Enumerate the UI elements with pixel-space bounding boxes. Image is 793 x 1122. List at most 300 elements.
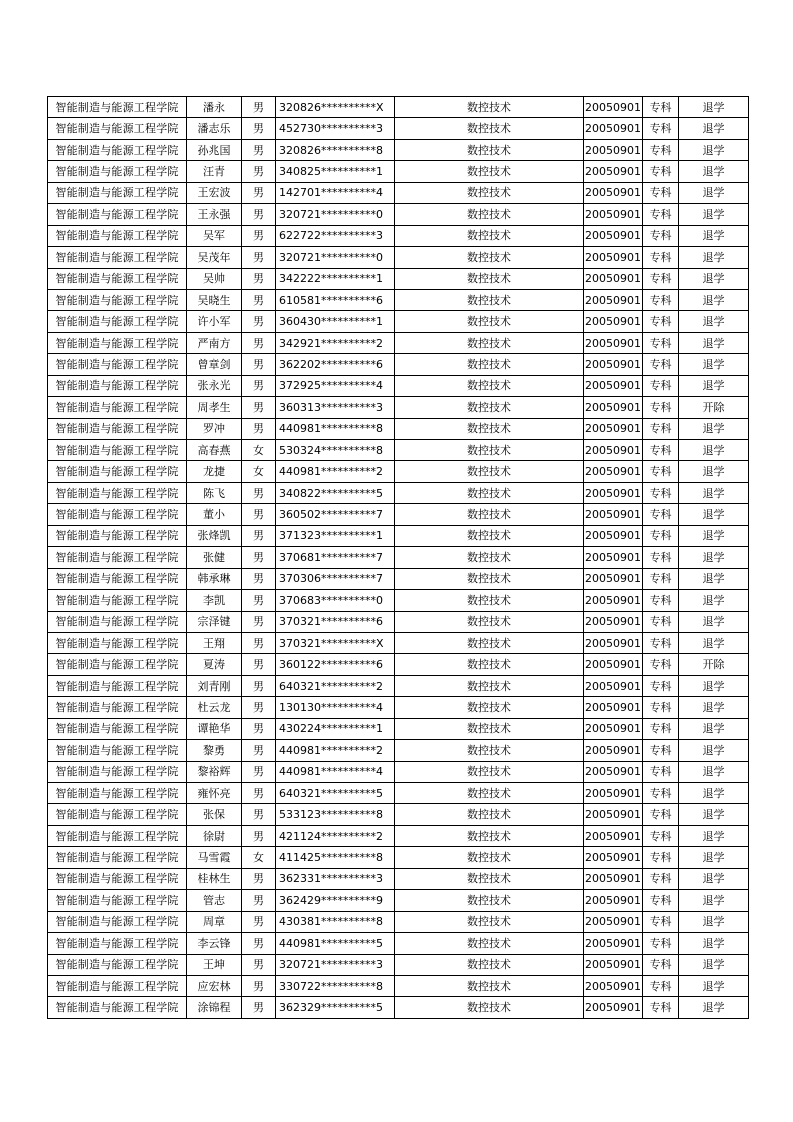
id-number-cell: 440981**********8 [276, 418, 395, 439]
education-level-cell: 专科 [643, 461, 679, 482]
status-cell: 退学 [679, 718, 749, 739]
enrollment-date-cell: 20050901 [584, 332, 643, 353]
status-cell: 开除 [679, 654, 749, 675]
table-row [48, 161, 749, 182]
gender-cell: 男 [242, 418, 276, 439]
enrollment-date-cell: 20050901 [584, 868, 643, 889]
student-name-cell: 刘青刚 [187, 675, 242, 696]
major-cell: 数控技术 [395, 332, 584, 353]
major-cell: 数控技术 [395, 311, 584, 332]
id-number-cell: 622722**********3 [276, 225, 395, 246]
id-number-cell: 362202**********6 [276, 354, 395, 375]
table-row [48, 740, 749, 761]
table-row [48, 311, 749, 332]
status-cell: 退学 [679, 997, 749, 1018]
gender-cell: 女 [242, 440, 276, 461]
id-number-cell: 640321**********5 [276, 783, 395, 804]
major-cell: 数控技术 [395, 504, 584, 525]
id-number-cell: 370321**********X [276, 632, 395, 653]
college-cell: 智能制造与能源工程学院 [48, 139, 187, 160]
college-cell: 智能制造与能源工程学院 [48, 740, 187, 761]
table-row [48, 375, 749, 396]
education-level-cell: 专科 [643, 332, 679, 353]
gender-cell: 男 [242, 911, 276, 932]
enrollment-date-cell: 20050901 [584, 161, 643, 182]
major-cell: 数控技术 [395, 268, 584, 289]
gender-cell: 男 [242, 311, 276, 332]
major-cell: 数控技术 [395, 654, 584, 675]
student-name-cell: 王宏波 [187, 182, 242, 203]
student-name-cell: 桂林生 [187, 868, 242, 889]
education-level-cell: 专科 [643, 268, 679, 289]
id-number-cell: 530324**********8 [276, 440, 395, 461]
enrollment-date-cell: 20050901 [584, 182, 643, 203]
enrollment-date-cell: 20050901 [584, 954, 643, 975]
status-cell: 退学 [679, 461, 749, 482]
gender-cell: 男 [242, 783, 276, 804]
major-cell: 数控技术 [395, 204, 584, 225]
status-cell: 退学 [679, 933, 749, 954]
id-number-cell: 440981**********5 [276, 933, 395, 954]
gender-cell: 男 [242, 804, 276, 825]
major-cell: 数控技术 [395, 97, 584, 118]
education-level-cell: 专科 [643, 547, 679, 568]
enrollment-date-cell: 20050901 [584, 761, 643, 782]
enrollment-date-cell: 20050901 [584, 611, 643, 632]
enrollment-date-cell: 20050901 [584, 289, 643, 310]
enrollment-date-cell: 20050901 [584, 268, 643, 289]
gender-cell: 女 [242, 847, 276, 868]
gender-cell: 男 [242, 204, 276, 225]
table-row [48, 697, 749, 718]
college-cell: 智能制造与能源工程学院 [48, 847, 187, 868]
gender-cell: 男 [242, 718, 276, 739]
major-cell: 数控技术 [395, 933, 584, 954]
status-cell: 退学 [679, 204, 749, 225]
gender-cell: 男 [242, 590, 276, 611]
college-cell: 智能制造与能源工程学院 [48, 268, 187, 289]
college-cell: 智能制造与能源工程学院 [48, 590, 187, 611]
education-level-cell: 专科 [643, 890, 679, 911]
education-level-cell: 专科 [643, 354, 679, 375]
enrollment-date-cell: 20050901 [584, 975, 643, 996]
enrollment-date-cell: 20050901 [584, 825, 643, 846]
enrollment-date-cell: 20050901 [584, 933, 643, 954]
major-cell: 数控技术 [395, 740, 584, 761]
college-cell: 智能制造与能源工程学院 [48, 718, 187, 739]
major-cell: 数控技术 [395, 611, 584, 632]
gender-cell: 男 [242, 139, 276, 160]
major-cell: 数控技术 [395, 825, 584, 846]
student-name-cell: 孙兆国 [187, 139, 242, 160]
status-cell: 退学 [679, 354, 749, 375]
gender-cell: 男 [242, 268, 276, 289]
gender-cell: 男 [242, 740, 276, 761]
enrollment-date-cell: 20050901 [584, 718, 643, 739]
enrollment-date-cell: 20050901 [584, 418, 643, 439]
table-row [48, 911, 749, 932]
gender-cell: 男 [242, 161, 276, 182]
table-row [48, 440, 749, 461]
student-name-cell: 李云锋 [187, 933, 242, 954]
status-cell: 退学 [679, 139, 749, 160]
gender-cell: 男 [242, 225, 276, 246]
major-cell: 数控技术 [395, 632, 584, 653]
status-cell: 退学 [679, 740, 749, 761]
student-name-cell: 雍怀亮 [187, 783, 242, 804]
major-cell: 数控技术 [395, 397, 584, 418]
college-cell: 智能制造与能源工程学院 [48, 332, 187, 353]
student-name-cell: 曾章剑 [187, 354, 242, 375]
id-number-cell: 440981**********4 [276, 761, 395, 782]
enrollment-date-cell: 20050901 [584, 354, 643, 375]
education-level-cell: 专科 [643, 868, 679, 889]
education-level-cell: 专科 [643, 975, 679, 996]
major-cell: 数控技术 [395, 247, 584, 268]
education-level-cell: 专科 [643, 375, 679, 396]
major-cell: 数控技术 [395, 118, 584, 139]
gender-cell: 男 [242, 697, 276, 718]
status-cell: 退学 [679, 911, 749, 932]
student-name-cell: 王永强 [187, 204, 242, 225]
education-level-cell: 专科 [643, 954, 679, 975]
education-level-cell: 专科 [643, 825, 679, 846]
college-cell: 智能制造与能源工程学院 [48, 397, 187, 418]
college-cell: 智能制造与能源工程学院 [48, 761, 187, 782]
major-cell: 数控技术 [395, 289, 584, 310]
gender-cell: 男 [242, 118, 276, 139]
table-row [48, 461, 749, 482]
enrollment-date-cell: 20050901 [584, 504, 643, 525]
major-cell: 数控技术 [395, 590, 584, 611]
status-cell: 退学 [679, 311, 749, 332]
enrollment-date-cell: 20050901 [584, 632, 643, 653]
gender-cell: 男 [242, 482, 276, 503]
enrollment-date-cell: 20050901 [584, 118, 643, 139]
status-cell: 退学 [679, 675, 749, 696]
status-cell: 退学 [679, 825, 749, 846]
major-cell: 数控技术 [395, 568, 584, 589]
college-cell: 智能制造与能源工程学院 [48, 97, 187, 118]
gender-cell: 男 [242, 890, 276, 911]
status-cell: 退学 [679, 332, 749, 353]
enrollment-date-cell: 20050901 [584, 525, 643, 546]
education-level-cell: 专科 [643, 247, 679, 268]
college-cell: 智能制造与能源工程学院 [48, 675, 187, 696]
enrollment-date-cell: 20050901 [584, 482, 643, 503]
student-name-cell: 夏涛 [187, 654, 242, 675]
college-cell: 智能制造与能源工程学院 [48, 225, 187, 246]
gender-cell: 男 [242, 654, 276, 675]
id-number-cell: 370306**********7 [276, 568, 395, 589]
status-cell: 退学 [679, 525, 749, 546]
id-number-cell: 342222**********1 [276, 268, 395, 289]
id-number-cell: 362331**********3 [276, 868, 395, 889]
table-row [48, 289, 749, 310]
enrollment-date-cell: 20050901 [584, 911, 643, 932]
enrollment-date-cell: 20050901 [584, 590, 643, 611]
status-cell: 退学 [679, 97, 749, 118]
table-row [48, 933, 749, 954]
table-row [48, 332, 749, 353]
college-cell: 智能制造与能源工程学院 [48, 997, 187, 1018]
education-level-cell: 专科 [643, 590, 679, 611]
college-cell: 智能制造与能源工程学院 [48, 118, 187, 139]
table-body [48, 97, 749, 1019]
enrollment-date-cell: 20050901 [584, 697, 643, 718]
student-name-cell: 马雪霞 [187, 847, 242, 868]
enrollment-date-cell: 20050901 [584, 890, 643, 911]
table-row [48, 611, 749, 632]
college-cell: 智能制造与能源工程学院 [48, 890, 187, 911]
college-cell: 智能制造与能源工程学院 [48, 868, 187, 889]
status-cell: 退学 [679, 482, 749, 503]
college-cell: 智能制造与能源工程学院 [48, 204, 187, 225]
table-row [48, 804, 749, 825]
student-name-cell: 韩承琳 [187, 568, 242, 589]
enrollment-date-cell: 20050901 [584, 740, 643, 761]
college-cell: 智能制造与能源工程学院 [48, 804, 187, 825]
major-cell: 数控技术 [395, 761, 584, 782]
table-row [48, 783, 749, 804]
enrollment-date-cell: 20050901 [584, 375, 643, 396]
education-level-cell: 专科 [643, 418, 679, 439]
gender-cell: 男 [242, 525, 276, 546]
table-row [48, 247, 749, 268]
education-level-cell: 专科 [643, 675, 679, 696]
gender-cell: 男 [242, 761, 276, 782]
education-level-cell: 专科 [643, 482, 679, 503]
id-number-cell: 330722**********8 [276, 975, 395, 996]
gender-cell: 男 [242, 868, 276, 889]
student-name-cell: 宗泽键 [187, 611, 242, 632]
id-number-cell: 320721**********3 [276, 954, 395, 975]
table-row [48, 975, 749, 996]
table-row [48, 354, 749, 375]
student-name-cell: 王翔 [187, 632, 242, 653]
major-cell: 数控技术 [395, 697, 584, 718]
status-cell: 退学 [679, 761, 749, 782]
status-cell: 退学 [679, 225, 749, 246]
student-name-cell: 吴晓生 [187, 289, 242, 310]
education-level-cell: 专科 [643, 654, 679, 675]
major-cell: 数控技术 [395, 675, 584, 696]
major-cell: 数控技术 [395, 139, 584, 160]
id-number-cell: 610581**********6 [276, 289, 395, 310]
college-cell: 智能制造与能源工程学院 [48, 933, 187, 954]
major-cell: 数控技术 [395, 418, 584, 439]
major-cell: 数控技术 [395, 461, 584, 482]
student-name-cell: 周章 [187, 911, 242, 932]
student-name-cell: 应宏林 [187, 975, 242, 996]
table-row [48, 825, 749, 846]
major-cell: 数控技术 [395, 868, 584, 889]
enrollment-date-cell: 20050901 [584, 397, 643, 418]
student-name-cell: 高春燕 [187, 440, 242, 461]
id-number-cell: 440981**********2 [276, 740, 395, 761]
student-name-cell: 吴帅 [187, 268, 242, 289]
major-cell: 数控技术 [395, 804, 584, 825]
id-number-cell: 320721**********0 [276, 204, 395, 225]
id-number-cell: 320826**********8 [276, 139, 395, 160]
college-cell: 智能制造与能源工程学院 [48, 632, 187, 653]
student-name-cell: 汪青 [187, 161, 242, 182]
major-cell: 数控技术 [395, 783, 584, 804]
major-cell: 数控技术 [395, 954, 584, 975]
college-cell: 智能制造与能源工程学院 [48, 247, 187, 268]
major-cell: 数控技术 [395, 440, 584, 461]
student-name-cell: 周孝生 [187, 397, 242, 418]
status-cell: 退学 [679, 697, 749, 718]
status-cell: 退学 [679, 118, 749, 139]
id-number-cell: 372925**********4 [276, 375, 395, 396]
table-row [48, 97, 749, 118]
gender-cell: 男 [242, 182, 276, 203]
student-name-cell: 龙捷 [187, 461, 242, 482]
education-level-cell: 专科 [643, 139, 679, 160]
id-number-cell: 370321**********6 [276, 611, 395, 632]
id-number-cell: 360313**********3 [276, 397, 395, 418]
table-row [48, 718, 749, 739]
college-cell: 智能制造与能源工程学院 [48, 525, 187, 546]
education-level-cell: 专科 [643, 161, 679, 182]
college-cell: 智能制造与能源工程学院 [48, 418, 187, 439]
table-row [48, 890, 749, 911]
id-number-cell: 640321**********2 [276, 675, 395, 696]
table-row [48, 997, 749, 1018]
table-row [48, 761, 749, 782]
table-row [48, 847, 749, 868]
education-level-cell: 专科 [643, 118, 679, 139]
student-status-table [47, 96, 749, 1019]
gender-cell: 男 [242, 289, 276, 310]
education-level-cell: 专科 [643, 568, 679, 589]
status-cell: 退学 [679, 547, 749, 568]
id-number-cell: 142701**********4 [276, 182, 395, 203]
student-name-cell: 黎裕辉 [187, 761, 242, 782]
enrollment-date-cell: 20050901 [584, 654, 643, 675]
table-row [48, 868, 749, 889]
major-cell: 数控技术 [395, 525, 584, 546]
id-number-cell: 533123**********8 [276, 804, 395, 825]
status-cell: 退学 [679, 247, 749, 268]
enrollment-date-cell: 20050901 [584, 547, 643, 568]
id-number-cell: 362329**********5 [276, 997, 395, 1018]
status-cell: 退学 [679, 161, 749, 182]
enrollment-date-cell: 20050901 [584, 675, 643, 696]
education-level-cell: 专科 [643, 718, 679, 739]
student-name-cell: 杜云龙 [187, 697, 242, 718]
status-cell: 退学 [679, 504, 749, 525]
student-name-cell: 潘永 [187, 97, 242, 118]
gender-cell: 男 [242, 397, 276, 418]
enrollment-date-cell: 20050901 [584, 440, 643, 461]
gender-cell: 男 [242, 568, 276, 589]
table-row [48, 204, 749, 225]
status-cell: 退学 [679, 289, 749, 310]
status-cell: 退学 [679, 868, 749, 889]
table-row [48, 590, 749, 611]
gender-cell: 男 [242, 954, 276, 975]
education-level-cell: 专科 [643, 97, 679, 118]
major-cell: 数控技术 [395, 225, 584, 246]
education-level-cell: 专科 [643, 311, 679, 332]
table-row [48, 139, 749, 160]
college-cell: 智能制造与能源工程学院 [48, 697, 187, 718]
gender-cell: 男 [242, 675, 276, 696]
student-name-cell: 王坤 [187, 954, 242, 975]
student-name-cell: 李凯 [187, 590, 242, 611]
status-cell: 退学 [679, 440, 749, 461]
gender-cell: 男 [242, 997, 276, 1018]
status-cell: 退学 [679, 182, 749, 203]
enrollment-date-cell: 20050901 [584, 311, 643, 332]
college-cell: 智能制造与能源工程学院 [48, 954, 187, 975]
status-cell: 退学 [679, 975, 749, 996]
education-level-cell: 专科 [643, 289, 679, 310]
table-row [48, 654, 749, 675]
enrollment-date-cell: 20050901 [584, 204, 643, 225]
education-level-cell: 专科 [643, 697, 679, 718]
college-cell: 智能制造与能源工程学院 [48, 975, 187, 996]
table-row [48, 268, 749, 289]
student-name-cell: 黎勇 [187, 740, 242, 761]
education-level-cell: 专科 [643, 911, 679, 932]
education-level-cell: 专科 [643, 933, 679, 954]
id-number-cell: 342921**********2 [276, 332, 395, 353]
college-cell: 智能制造与能源工程学院 [48, 504, 187, 525]
gender-cell: 男 [242, 247, 276, 268]
enrollment-date-cell: 20050901 [584, 139, 643, 160]
education-level-cell: 专科 [643, 611, 679, 632]
status-cell: 退学 [679, 954, 749, 975]
student-name-cell: 潘志乐 [187, 118, 242, 139]
gender-cell: 男 [242, 504, 276, 525]
major-cell: 数控技术 [395, 911, 584, 932]
status-cell: 退学 [679, 568, 749, 589]
student-name-cell: 谭艳华 [187, 718, 242, 739]
enrollment-date-cell: 20050901 [584, 804, 643, 825]
id-number-cell: 411425**********8 [276, 847, 395, 868]
education-level-cell: 专科 [643, 847, 679, 868]
education-level-cell: 专科 [643, 182, 679, 203]
table-row [48, 504, 749, 525]
education-level-cell: 专科 [643, 225, 679, 246]
gender-cell: 男 [242, 332, 276, 353]
id-number-cell: 130130**********4 [276, 697, 395, 718]
student-name-cell: 涂锦程 [187, 997, 242, 1018]
enrollment-date-cell: 20050901 [584, 847, 643, 868]
table-row [48, 118, 749, 139]
status-cell: 开除 [679, 397, 749, 418]
student-name-cell: 管志 [187, 890, 242, 911]
student-name-cell: 董小 [187, 504, 242, 525]
student-name-cell: 徐尉 [187, 825, 242, 846]
major-cell: 数控技术 [395, 161, 584, 182]
student-name-cell: 张永光 [187, 375, 242, 396]
college-cell: 智能制造与能源工程学院 [48, 161, 187, 182]
status-cell: 退学 [679, 847, 749, 868]
major-cell: 数控技术 [395, 482, 584, 503]
enrollment-date-cell: 20050901 [584, 225, 643, 246]
id-number-cell: 430224**********1 [276, 718, 395, 739]
college-cell: 智能制造与能源工程学院 [48, 611, 187, 632]
enrollment-date-cell: 20050901 [584, 97, 643, 118]
status-cell: 退学 [679, 783, 749, 804]
id-number-cell: 370683**********0 [276, 590, 395, 611]
education-level-cell: 专科 [643, 804, 679, 825]
status-cell: 退学 [679, 632, 749, 653]
